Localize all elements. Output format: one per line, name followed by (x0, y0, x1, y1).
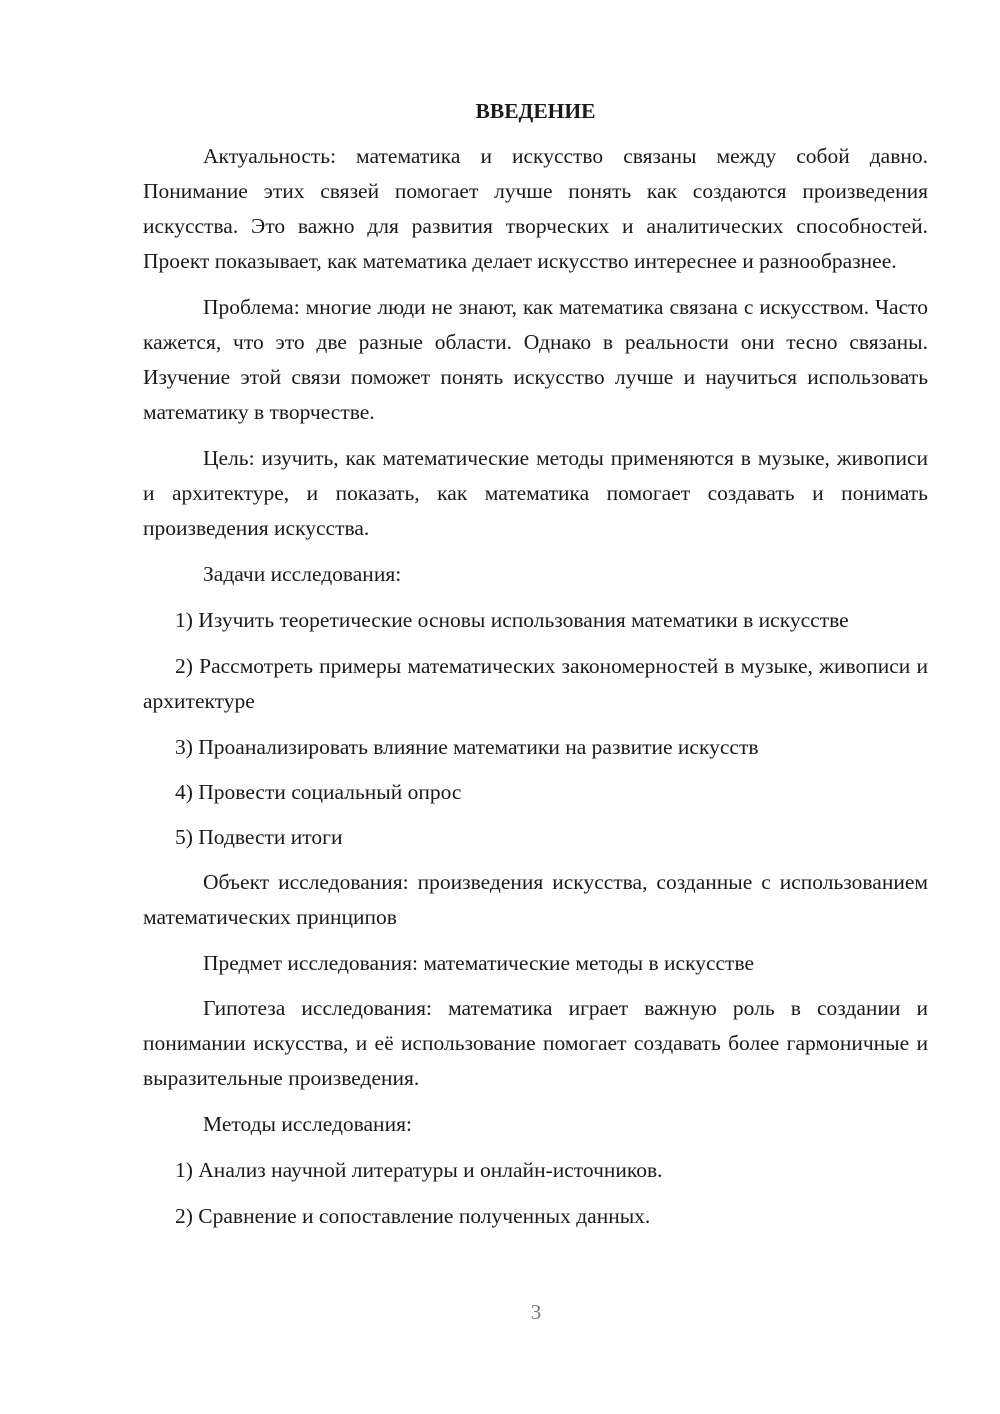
hypothesis-paragraph: Гипотеза исследования: математика играет важную роль в создании и понимании искусства, и её использование помогает создавать более гармоничные и выразительные произведения. (143, 996, 928, 1090)
list-item: 1) Анализ научной литературы и онлайн-источников. (175, 1158, 663, 1182)
list-item: 4) Провести социальный опрос (175, 780, 462, 804)
problem-paragraph: Проблема: многие люди не знают, как математика связана с искусством. Часто кажется, что это две разные области. Однако в реальности они тесно связаны. Изучение этой связи поможет понять искусство лучше и научиться использовать математику в творчестве. (143, 295, 928, 424)
subject-paragraph: Предмет исследования: математические методы в искусстве (203, 951, 755, 975)
page-content (143, 94, 928, 1245)
relevance-paragraph: Актуальность: математика и искусство связаны между собой давно. Понимание этих связей помогает лучше понять как создаются произведения искусства. Это важно для развития творческих и аналитических способностей. Проект показывает, как математика делает искусство интереснее и разнообразнее. (143, 144, 928, 273)
methods-list (143, 1153, 928, 1234)
page-number: 3 (530, 1300, 542, 1324)
list-item: 3) Проанализировать влияние математики на развитие искусств (175, 735, 759, 759)
list-item: 5) Подвести итоги (175, 825, 343, 849)
goal-paragraph: Цель: изучить, как математические методы применяются в музыке, живописи и архитектуре, и показать, как математика помогает создавать и понимать произведения искусства. (143, 446, 928, 540)
list-item: 1) Изучить теоретические основы использования математики в искусстве (175, 608, 849, 632)
tasks-list (143, 603, 928, 855)
tasks-title: Задачи исследования: (203, 562, 402, 586)
methods-title: Методы исследования: (203, 1112, 412, 1136)
list-item: 2) Рассмотреть примеры математических закономерностей в музыке, живописи и архитектуре (143, 654, 928, 713)
object-paragraph: Объект исследования: произведения искусства, созданные с использованием математических принципов (143, 870, 928, 929)
section-heading: ВВЕДЕНИЕ (475, 99, 596, 123)
list-item: 2) Сравнение и сопоставление полученных данных. (175, 1204, 651, 1228)
